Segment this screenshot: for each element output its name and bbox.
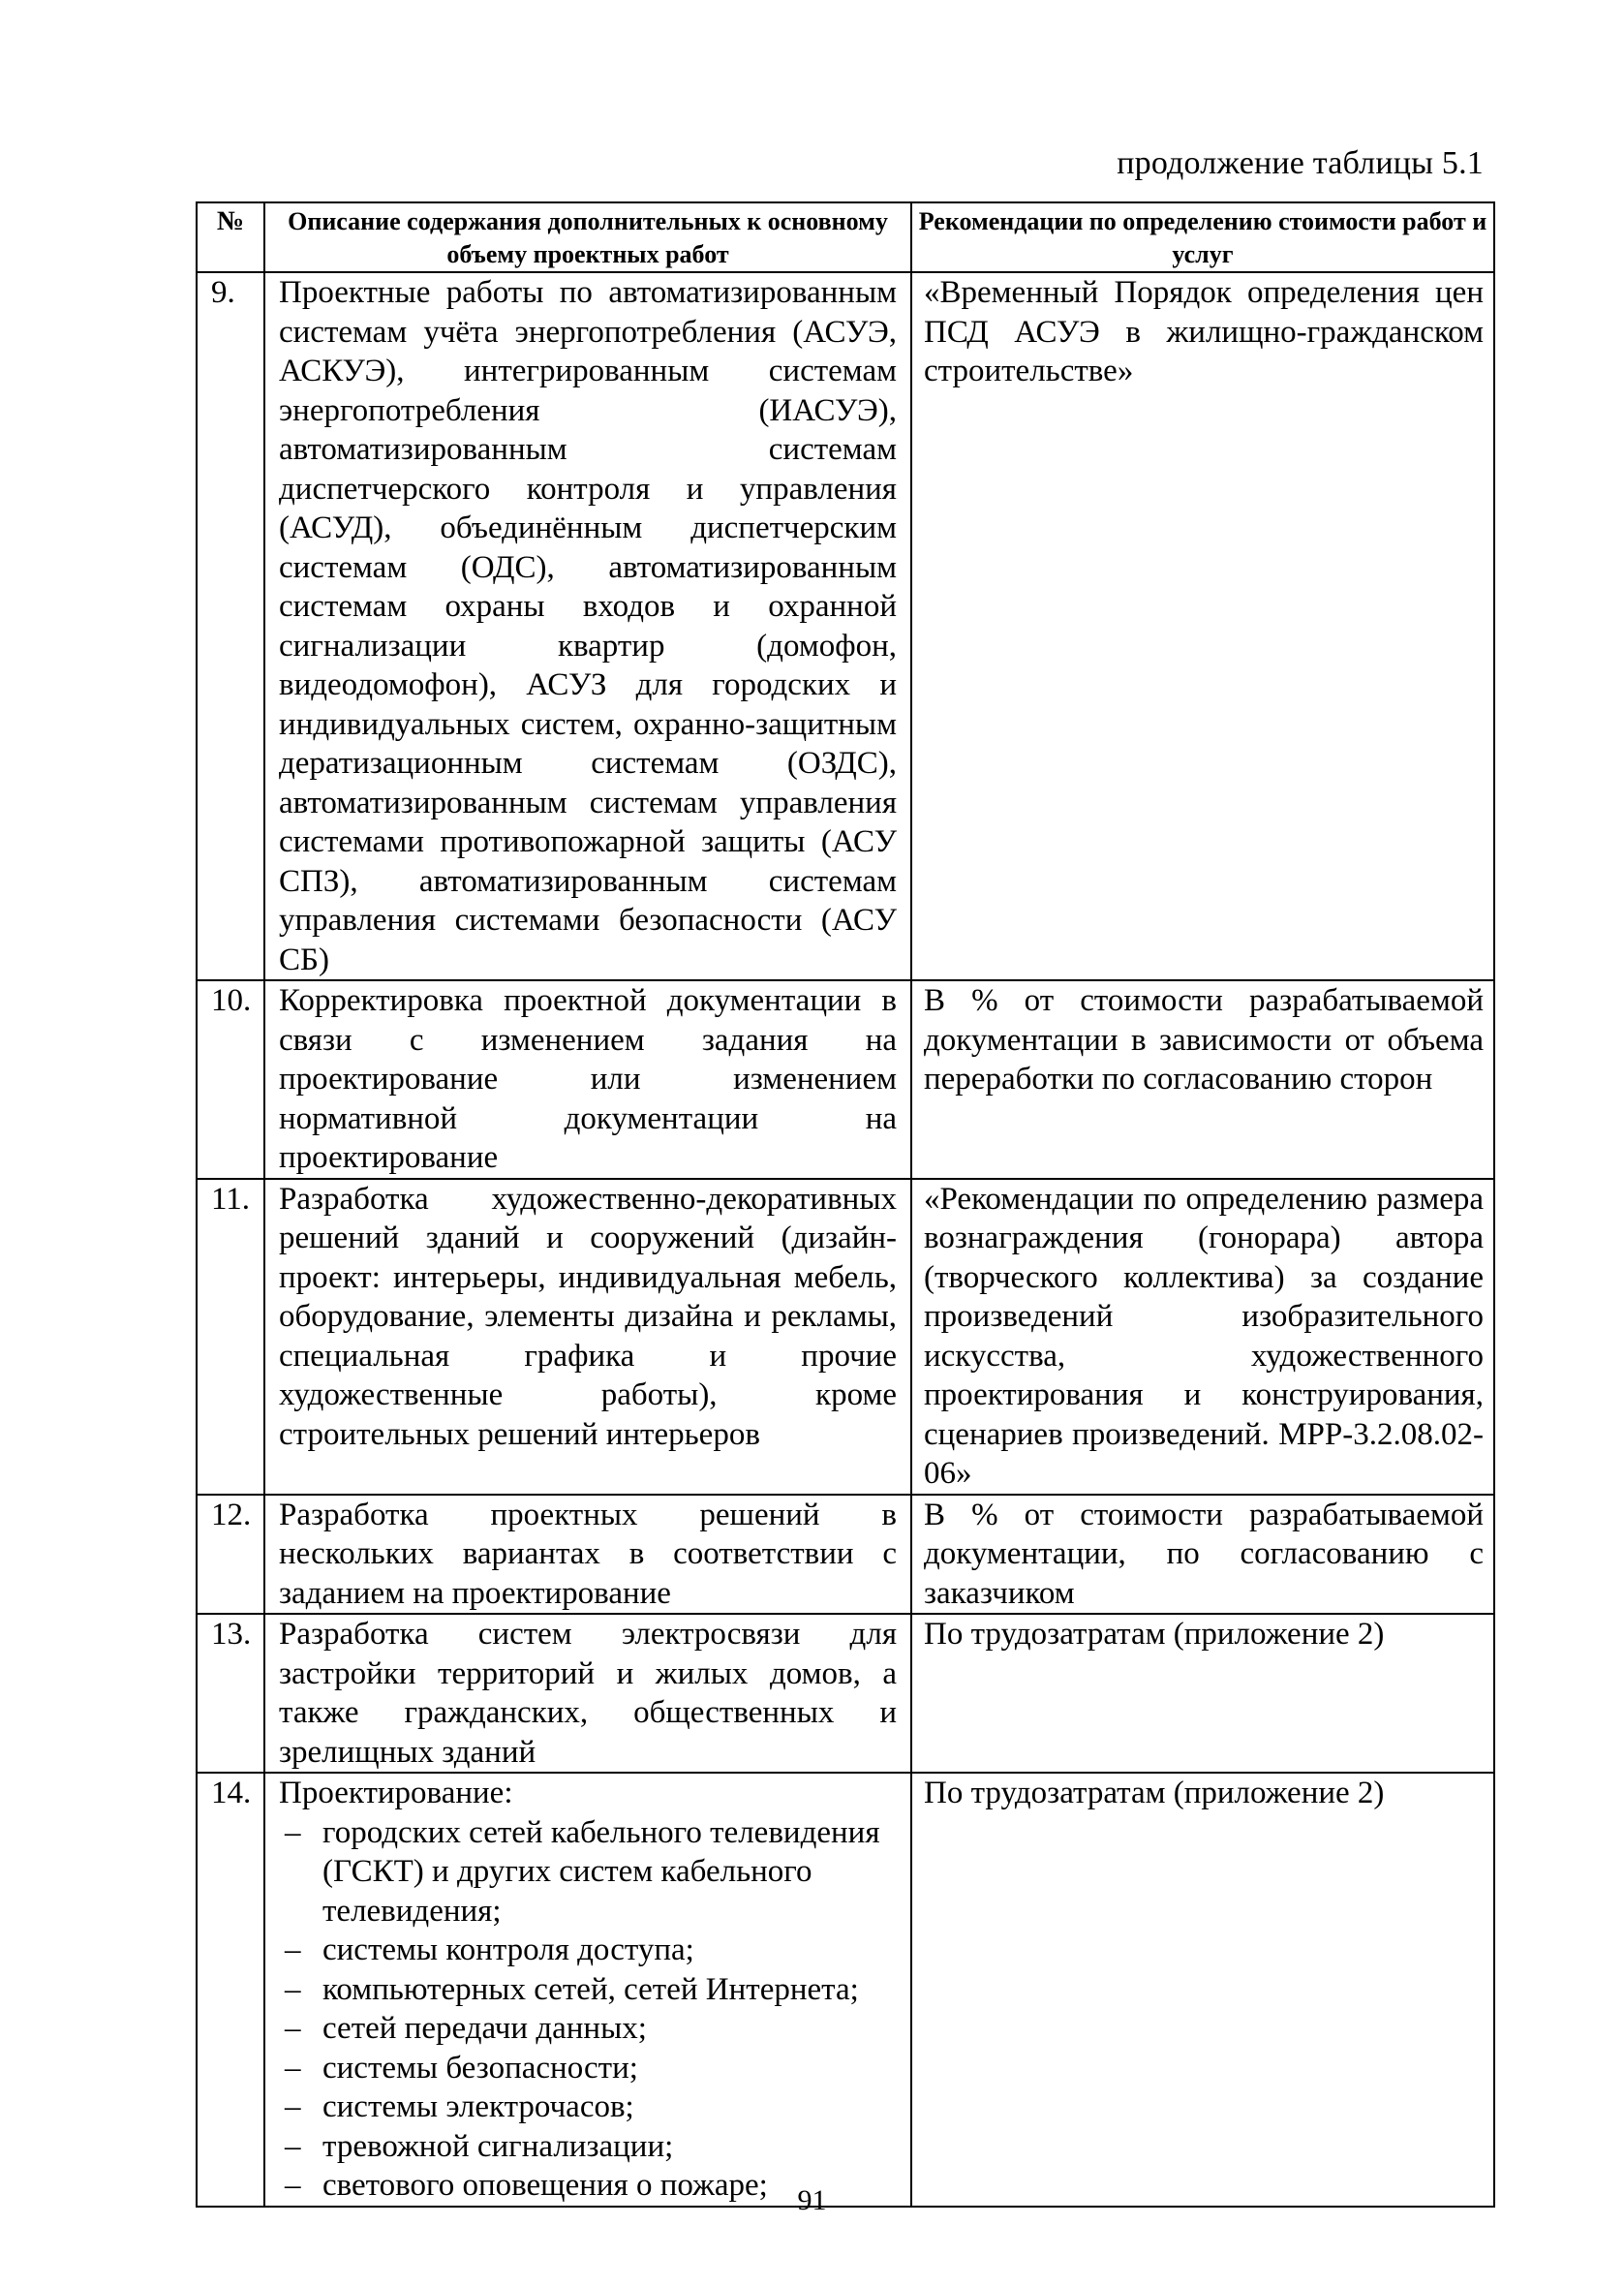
row-recommendation: По трудозатратам (приложение 2) (911, 1773, 1494, 2207)
list-item: – тревожной сигнализации; (279, 2127, 897, 2167)
table-row (197, 1773, 1494, 2207)
description-intro: Проектирование: (279, 1776, 513, 1810)
table-row (197, 272, 1494, 980)
table-row (197, 1495, 1494, 1615)
row-recommendation: В % от стоимости разрабатываемой документации в зависимости от объема переработки по согласованию сторон (911, 980, 1494, 1179)
table-row (197, 1614, 1494, 1773)
row-description: Корректировка проектной документации в связи с изменением задания на проектирование или изменением нормативной документации на проектирование (264, 980, 911, 1179)
list-item: – сетей передачи данных; (279, 2009, 897, 2049)
row-description: Проектные работы по автоматизированным системам учёта энергопотребления (АСУЭ, АСКУЭ), интегрированным системам энергопотребления (ИАСУЭ), автоматизированным системам диспетчерского контроля и управления (АСУД), объединённым диспетчерским системам (ОДС), автоматизированным системам охраны входов и охранной сигнализации квартир (домофон, видеодомофон), АСУЗ для городских и индивидуальных систем, охранно-защитным дератизационным системам (ОЗДС), автоматизированным системам управления системами противопожарной защиты (АСУ СПЗ), автоматизированным системам управления системами безопасности (АСУ СБ) (264, 272, 911, 980)
row-recommendation: «Временный Порядок определения цен ПСД АСУЭ в жилищно-гражданском строительстве» (911, 272, 1494, 980)
table-row (197, 1179, 1494, 1495)
services-table (196, 201, 1495, 2208)
row-number: 12. (197, 1495, 264, 1615)
list-item: – системы контроля доступа; (279, 1931, 897, 1970)
row-description: Разработка проектных решений в нескольких вариантах в соответствии с заданием на проектирование (264, 1495, 911, 1615)
row-recommendation: По трудозатратам (приложение 2) (911, 1614, 1494, 1773)
row-number: 13. (197, 1614, 264, 1773)
table-header-row (197, 202, 1494, 272)
list-item: – городских сетей кабельного телевидения (ГСКТ) и других систем кабельного телевидения; (279, 1813, 897, 1932)
table-continuation-caption: продолжение таблицы 5.1 (1117, 145, 1484, 181)
row-number: 14. (197, 1773, 264, 2207)
row-number: 9. (197, 272, 264, 980)
row-description (264, 1773, 911, 2207)
page-number: 91 (797, 2184, 827, 2216)
list-item: – системы безопасности; (279, 2049, 897, 2088)
row-recommendation: «Рекомендации по определению размера вознаграждения (гонорара) автора (творческого коллектива) за создание произведений изобразительного искусства, художественного проектирования и конструирования, сценариев произведений. МРР-3.2.08.02-06» (911, 1179, 1494, 1495)
list-item: – компьютерных сетей, сетей Интернета; (279, 1970, 897, 2010)
row-description: Разработка систем электросвязи для застройки территорий и жилых домов, а также гражданских, общественных и зрелищных зданий (264, 1614, 911, 1773)
row-number: 10. (197, 980, 264, 1179)
list-item: – системы электрочасов; (279, 2087, 897, 2127)
header-recommendation: Рекомендации по определению стоимости работ и услуг (911, 202, 1494, 272)
row-number: 11. (197, 1179, 264, 1495)
row-recommendation: В % от стоимости разрабатываемой документации, по согласованию с заказчиком (911, 1495, 1494, 1615)
list-item: – светового оповещения о пожаре; (279, 2166, 897, 2206)
description-list (279, 1813, 897, 2206)
row-description: Разработка художественно-декоративных решений зданий и сооружений (дизайн-проект: интерьеры, индивидуальная мебель, оборудование, элементы дизайна и рекламы, специальная графика и прочие художественные работы), кроме строительных решений интерьеров (264, 1179, 911, 1495)
header-number: № (197, 202, 264, 272)
table-row (197, 980, 1494, 1179)
header-description: Описание содержания дополнительных к основному объему проектных работ (264, 202, 911, 272)
